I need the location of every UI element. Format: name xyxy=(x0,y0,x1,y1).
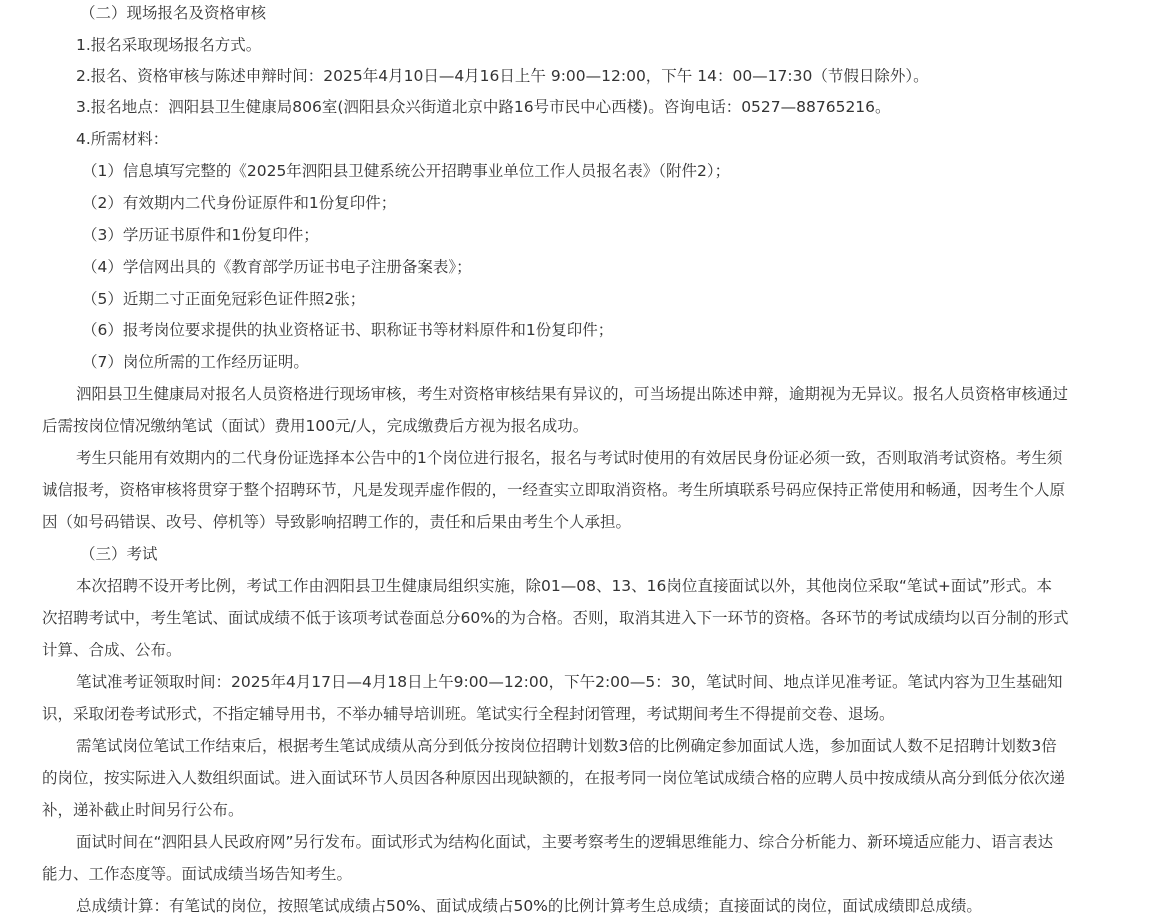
material-item-1: （1）信息填写完整的《2025年泗阳县卫健系统公开招聘事业单位工作人员报名表》（附件2）； xyxy=(82,162,731,180)
paragraph-line: 泗阳县卫生健康局对报名人员资格进行现场审核，考生对资格审核结果有异议的，可当场提出陈述申辩，逾期视为无异议。报名人员资格审核通过 xyxy=(76,385,1069,403)
paragraph-line: 笔试准考证领取时间：2025年4月17日—4月18日上午9:00—12:00，下午2:00—5：30，笔试时间、地点详见准考证。笔试内容为卫生基础知 xyxy=(76,673,1063,691)
paragraph-line: 因（如号码错误、改号、停机等）导致影响招聘工作的，责任和后果由考生个人承担。 xyxy=(42,513,632,531)
section-heading-exam: （三）考试 xyxy=(80,545,158,563)
material-item-5: （5）近期二寸正面免冠彩色证件照2张； xyxy=(82,290,366,308)
paragraph-line: 诚信报考，资格审核将贯穿于整个招聘环节，凡是发现弄虚作假的，一经查实立即取消资格。考生所填联系号码应保持正常使用和畅通，因考生个人原 xyxy=(42,481,1066,499)
paragraph-line: 后需按岗位情况缴纳笔试（面试）费用100元/人，完成缴费后方视为报名成功。 xyxy=(42,417,589,435)
section-heading-registration: （二）现场报名及资格审核 xyxy=(80,4,267,22)
material-item-6: （6）报考岗位要求提供的执业资格证书、职称证书等材料原件和1份复印件； xyxy=(82,321,614,339)
paragraph-line: 补，递补截止时间另行公布。 xyxy=(42,801,244,819)
registration-item-1: 1.报名采取现场报名方式。 xyxy=(76,36,262,54)
paragraph-line: 次招聘考试中，考生笔试、面试成绩不低于该项考试卷面总分60%的为合格。否则，取消其进入下一环节的资格。各环节的考试成绩均以百分制的形式 xyxy=(42,609,1069,627)
paragraph-line: 能力、工作态度等。面试成绩当场告知考生。 xyxy=(42,865,353,883)
material-item-7: （7）岗位所需的工作经历证明。 xyxy=(82,353,309,371)
registration-item-3: 3.报名地点：泗阳县卫生健康局806室(泗阳县众兴街道北京中路16号市民中心西楼)。咨询电话：0527—88765216。 xyxy=(76,98,891,116)
paragraph-line: 考生只能用有效期内的二代身份证选择本公告中的1个岗位进行报名，报名与考试时使用的有效居民身份证必须一致，否则取消考试资格。考生须 xyxy=(76,449,1063,467)
registration-item-4: 4.所需材料： xyxy=(76,130,169,148)
paragraph-line: 计算、合成、公布。 xyxy=(42,641,182,659)
paragraph-line: 总成绩计算：有笔试的岗位，按照笔试成绩占50%、面试成绩占50%的比例计算考生总成绩；直接面试的岗位，面试成绩即总成绩。 xyxy=(76,897,982,915)
registration-item-2: 2.报名、资格审核与陈述申辩时间：2025年4月10日—4月16日上午 9:00—12:00，下午 14：00—17:30（节假日除外）。 xyxy=(76,67,929,85)
paragraph-line: 需笔试岗位笔试工作结束后，根据考生笔试成绩从高分到低分按岗位招聘计划数3倍的比例确定参加面试人选，参加面试人数不足招聘计划数3倍 xyxy=(76,737,1057,755)
material-item-2: （2）有效期内二代身份证原件和1份复印件； xyxy=(82,194,397,212)
paragraph-line: 本次招聘不设开考比例，考试工作由泗阳县卫生健康局组织实施，除01—08、13、16岗位直接面试以外，其他岗位采取“笔试+面试”形式。本 xyxy=(76,577,1052,595)
paragraph-line: 识，采取闭卷考试形式，不指定辅导用书，不举办辅导培训班。笔试实行全程封闭管理，考试期间考生不得提前交卷、退场。 xyxy=(42,705,895,723)
paragraph-line: 面试时间在“泗阳县人民政府网”另行发布。面试形式为结构化面试，主要考察考生的逻辑思维能力、综合分析能力、新环境适应能力、语言表达 xyxy=(76,833,1054,851)
material-item-4: （4）学信网出具的《教育部学历证书电子注册备案表》； xyxy=(82,258,472,276)
material-item-3: （3）学历证书原件和1份复印件； xyxy=(82,226,319,244)
paragraph-line: 的岗位，按实际进入人数组织面试。进入面试环节人员因各种原因出现缺额的，在报考同一岗位笔试成绩合格的应聘人员中按成绩从高分到低分依次递 xyxy=(42,769,1066,787)
